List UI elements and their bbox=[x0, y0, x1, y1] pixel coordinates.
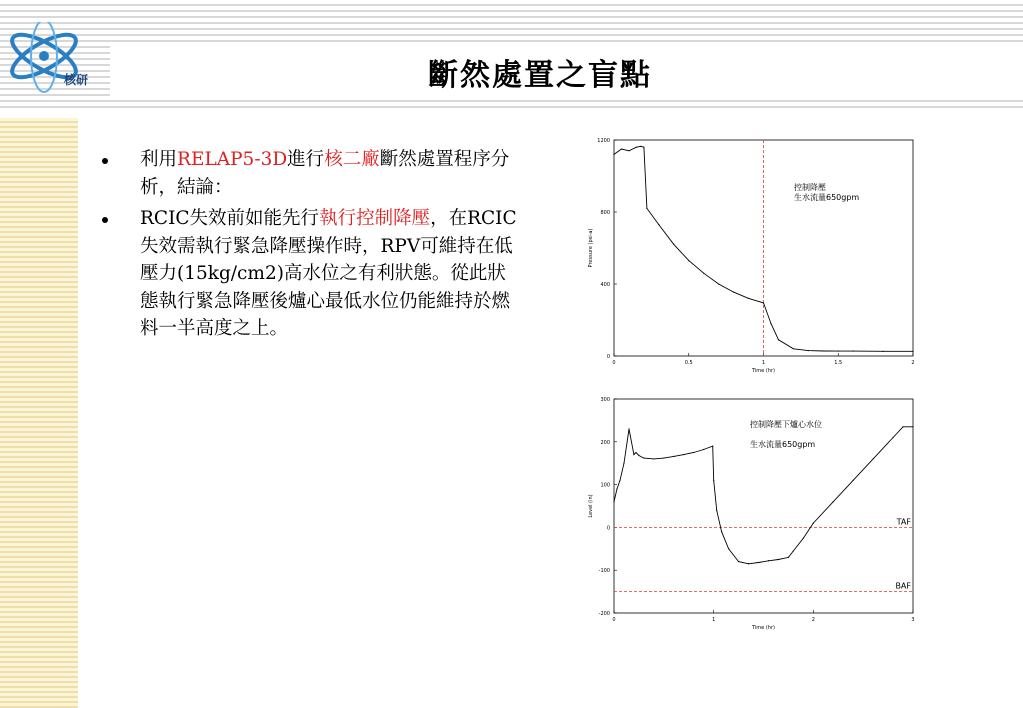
logo bbox=[4, 22, 104, 94]
level-data-point bbox=[793, 550, 794, 551]
pressure-data-point bbox=[646, 208, 647, 209]
pressure-chart-svg bbox=[580, 132, 925, 384]
level-y-tick-label: -100 bbox=[598, 568, 610, 575]
pressure-data-point bbox=[658, 224, 659, 225]
pressure-data-point bbox=[688, 260, 689, 261]
level-data-point bbox=[713, 480, 714, 481]
pressure-data-point bbox=[793, 348, 794, 349]
level-data-point bbox=[712, 445, 713, 446]
level-data-point bbox=[788, 557, 789, 558]
level-data-point bbox=[728, 548, 729, 549]
level-data-point bbox=[616, 488, 617, 489]
bullet-1-pre: 利用 bbox=[140, 149, 178, 170]
pressure-x-tick-label: 1.5 bbox=[834, 360, 843, 366]
level-data-point bbox=[738, 561, 739, 562]
logo-text: 核研 bbox=[64, 73, 89, 87]
pressure-x-tick-label: 1 bbox=[761, 360, 766, 366]
pressure-y-tick-label: 1200 bbox=[597, 138, 610, 144]
pressure-data-point bbox=[763, 302, 764, 303]
pressure-data-point bbox=[883, 351, 884, 352]
pressure-y-axis-label: Pressure (psi-a) bbox=[588, 228, 594, 268]
level-data-point bbox=[892, 437, 893, 438]
pressure-x-axis-label: Time (hr) bbox=[752, 368, 775, 374]
level-data-point bbox=[693, 452, 694, 453]
level-y-axis-label: Level (in) bbox=[588, 494, 594, 518]
level-data-point bbox=[813, 523, 814, 524]
bullet-item-1 bbox=[100, 146, 520, 201]
level-hline-label: TAF bbox=[896, 517, 911, 527]
pressure-data-point bbox=[823, 350, 824, 351]
level-data-point bbox=[619, 480, 620, 481]
level-data-point bbox=[703, 449, 704, 450]
level-x-tick-label: 0 bbox=[612, 617, 616, 623]
bullet-2-post: ，在RCIC失效需執行緊急降壓操作時，RPV可維持在低壓力(15kg/cm2)高水位之有利狀態。從此狀態執行緊急降壓後爐心最低水位仍能維持於燃料一半高度之上。 bbox=[140, 208, 517, 339]
level-hline-label: BAF bbox=[895, 581, 911, 591]
pressure-y-tick-label: 0 bbox=[606, 354, 610, 360]
pressure-y-tick-label: 400 bbox=[600, 282, 610, 288]
pressure-data-point bbox=[643, 147, 644, 148]
pressure-data-point bbox=[613, 154, 614, 155]
pressure-data-point bbox=[640, 146, 641, 147]
level-data-point bbox=[748, 563, 749, 564]
level-data-point bbox=[768, 560, 769, 561]
level-data-point bbox=[912, 426, 913, 427]
level-data-point bbox=[778, 559, 779, 560]
pressure-data-point bbox=[838, 351, 839, 352]
level-annotation: 控制降壓下爐心水位 bbox=[750, 420, 822, 429]
level-y-tick-label: -200 bbox=[598, 611, 610, 617]
pressure-data-point bbox=[628, 150, 629, 151]
level-data-point bbox=[673, 456, 674, 457]
level-data-point bbox=[638, 455, 639, 456]
level-chart-svg bbox=[580, 392, 925, 648]
level-x-tick-label: 2 bbox=[811, 617, 815, 623]
level-data-point bbox=[902, 426, 903, 427]
level-data-point bbox=[853, 480, 854, 481]
level-data-point bbox=[613, 501, 614, 502]
bullet-1-post: 斷然處置程序分析，結論： bbox=[140, 149, 510, 198]
level-chart bbox=[580, 392, 925, 648]
level-data-point bbox=[833, 501, 834, 502]
pressure-annotation: 生水流量650gpm bbox=[794, 193, 860, 202]
level-data-point bbox=[716, 510, 717, 511]
level-data-point bbox=[633, 454, 634, 455]
pressure-data-point bbox=[636, 147, 637, 148]
pressure-data-point bbox=[703, 273, 704, 274]
bullet-list bbox=[100, 146, 520, 347]
bullet-1-red-plant: 核二廠 bbox=[324, 149, 380, 170]
pressure-y-tick-label: 800 bbox=[600, 210, 610, 216]
level-data-point bbox=[643, 457, 644, 458]
pressure-data-point bbox=[733, 292, 734, 293]
bullet-1-red-code: RELAP5-3D bbox=[177, 149, 288, 170]
pressure-data-point bbox=[853, 351, 854, 352]
pressure-data-point bbox=[748, 298, 749, 299]
level-data-point bbox=[803, 538, 804, 539]
level-data-point bbox=[635, 452, 636, 453]
pressure-chart bbox=[580, 132, 925, 384]
pressure-data-point bbox=[673, 244, 674, 245]
level-data-point bbox=[758, 562, 759, 563]
level-data-point bbox=[663, 457, 664, 458]
pressure-x-tick-label: 0 bbox=[612, 360, 616, 366]
level-annotation: 生水流量650gpm bbox=[750, 440, 816, 449]
bullet-2-red-action: 執行控制降壓 bbox=[319, 208, 431, 229]
bullet-1-mid: 進行 bbox=[287, 149, 325, 170]
level-data-point bbox=[721, 531, 722, 532]
level-plot-frame bbox=[614, 399, 913, 613]
pressure-data-point bbox=[808, 350, 809, 351]
level-y-tick-label: 300 bbox=[600, 397, 610, 403]
atom-logo-icon bbox=[4, 22, 104, 94]
level-y-tick-label: 200 bbox=[600, 439, 610, 446]
pressure-annotation: 控制降壓 bbox=[794, 183, 826, 192]
level-data-point bbox=[653, 458, 654, 459]
pressure-data-point bbox=[770, 323, 771, 324]
left-sidebar-stripes bbox=[0, 118, 78, 708]
pressure-x-tick-label: 0.5 bbox=[684, 360, 693, 366]
level-y-tick-label: 100 bbox=[600, 482, 610, 489]
pressure-data-point bbox=[621, 148, 622, 149]
slide-title: 斷然處置之盲點 bbox=[428, 58, 652, 93]
pressure-x-tick-label: 2 bbox=[911, 360, 915, 366]
level-x-tick-label: 1 bbox=[712, 617, 716, 623]
level-y-tick-label: 0 bbox=[606, 525, 610, 532]
pressure-data-point bbox=[718, 283, 719, 284]
level-data-point bbox=[683, 454, 684, 455]
level-x-axis-label: Time (hr) bbox=[752, 625, 775, 631]
level-data-point bbox=[628, 428, 629, 429]
bullet-item-2 bbox=[100, 205, 520, 343]
level-x-tick-label: 3 bbox=[911, 617, 915, 623]
bullet-2-pre: RCIC失效前如能先行 bbox=[140, 208, 320, 229]
pressure-data-point bbox=[912, 351, 913, 352]
pressure-data-point bbox=[778, 339, 779, 340]
level-data-point bbox=[623, 463, 624, 464]
bullet-dot-icon bbox=[102, 217, 108, 223]
level-data-point bbox=[873, 458, 874, 459]
bullet-dot-icon bbox=[102, 158, 108, 164]
